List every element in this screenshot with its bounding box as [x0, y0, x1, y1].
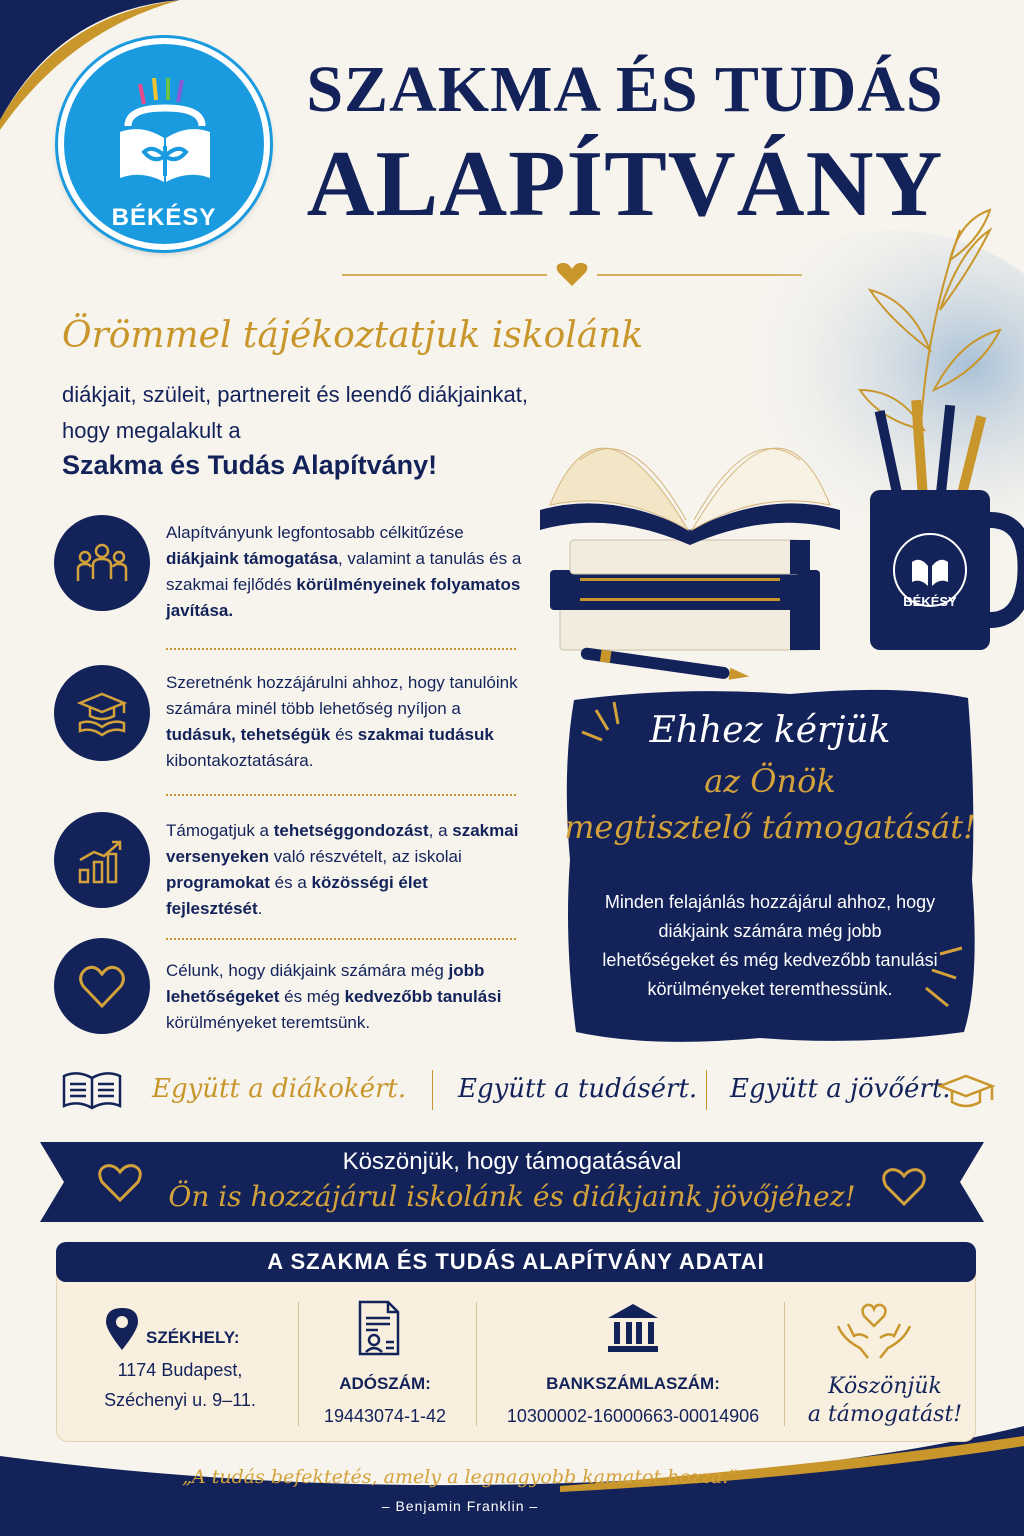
mug-logo-text: BÉKÉSY	[903, 594, 957, 609]
appeal-line3: megtisztelő támogatását!	[564, 808, 976, 846]
slogan-3: Együtt a jövőért.	[730, 1074, 951, 1104]
slogan-row	[60, 1066, 1000, 1116]
pen	[580, 647, 750, 683]
intro-script: Örömmel tájékoztatjuk iskolánk	[62, 315, 644, 356]
open-book-icon	[60, 1068, 124, 1112]
intro-bold: Szakma és Tudás Alapítvány!	[62, 450, 438, 480]
slogan-2: Együtt a tudásért.	[458, 1074, 698, 1104]
feature-icon-circle	[54, 515, 150, 611]
open-book-logo-icon	[110, 78, 220, 198]
tax-label: ADÓSZÁM:	[339, 1374, 431, 1393]
bekesy-logo	[58, 38, 270, 250]
people-icon	[72, 533, 132, 593]
feature-divider	[166, 648, 516, 650]
appeal-line1: Ehhez kérjük	[649, 710, 891, 751]
tax-value: 19443074-1-42	[323, 1406, 447, 1426]
hands-heart-icon	[834, 1296, 914, 1360]
feature-text-3: Támogatjuk a tehetséggondozást, a szakmai versenyeken való részvételt, az iskolai programokat és a közösségi élet fejlesztését.	[166, 821, 519, 918]
quote-author: – Benjamin Franklin –	[381, 1498, 539, 1514]
feature-icon-circle	[54, 812, 150, 908]
column-divider	[476, 1302, 477, 1426]
tax-document-icon	[356, 1300, 402, 1356]
thanks-line2: Ön is hozzájárul iskolánk és diákjaink jövőjéhez!	[168, 1180, 856, 1213]
intro-text	[62, 377, 642, 449]
slogan-divider	[432, 1070, 433, 1110]
location-pin-icon	[104, 1306, 140, 1352]
heart-outline-icon	[912, 1470, 968, 1522]
books-mug-illustration	[520, 200, 1024, 700]
mug	[870, 490, 990, 650]
page-title-line2: ALAPÍTVÁNY	[306, 132, 944, 236]
growth-chart-icon	[72, 830, 132, 890]
seat-label: SZÉKHELY:	[146, 1328, 240, 1347]
intro-line2: hogy megalakult a	[62, 418, 241, 443]
feature-divider	[166, 938, 516, 940]
foundation-data-header: A SZAKMA ÉS TUDÁS ALAPÍTVÁNY ADATAI	[56, 1242, 976, 1282]
column-divider	[784, 1302, 785, 1426]
thanks-line1: Köszönjük, hogy támogatásával	[342, 1148, 682, 1175]
bank-icon	[606, 1302, 660, 1354]
seat-line2: Széchenyi u. 9–11.	[104, 1390, 256, 1410]
seat-line1: 1174 Budapest,	[117, 1360, 243, 1380]
feature-text-4: Célunk, hogy diákjaink számára még jobb lehetőségeket és még kedvezőbb tanulási körülményeket teremtsünk.	[166, 961, 502, 1032]
heart-icon	[74, 958, 130, 1014]
intro-line1: diákjait, szüleit, partnereit és leendő diákjainkat,	[62, 382, 528, 407]
appeal-body: Minden felajánlás hozzájárul ahhoz, hogy diákjaink számára még jobb lehetőségeket és még kedvezőbb tanulási körülményeket teremthessünk.	[602, 892, 938, 999]
slogan-1: Együtt a diákokért.	[152, 1074, 407, 1104]
bank-label: BANKSZÁMLASZÁM:	[546, 1374, 720, 1393]
graduation-book-icon	[72, 683, 132, 743]
feature-divider	[166, 794, 516, 796]
graduation-cap-icon	[936, 1070, 996, 1114]
page-title-line1: SZAKMA ÉS TUDÁS	[306, 53, 944, 126]
quote-text: „A tudás befektetés, amely a legnagyobb kamatot hozza.”	[182, 1466, 738, 1488]
data-thanks-line1: Köszönjük	[828, 1374, 942, 1399]
appeal-line2: az Önök	[704, 762, 836, 800]
feature-icon-circle	[54, 665, 150, 761]
feature-text-2: Szeretnénk hozzájárulni ahhoz, hogy tanulóink számára minél több lehetőség nyíljon a tudásuk, tehetségük és szakmai tudásuk kibontakoztatására.	[166, 673, 518, 770]
bank-value: 10300002-16000663-00014906	[506, 1406, 760, 1426]
logo-text: BÉKÉSY	[111, 204, 217, 231]
column-divider	[298, 1302, 299, 1426]
feature-icon-circle	[54, 938, 150, 1034]
slogan-divider	[706, 1070, 707, 1110]
feature-text-1: Alapítványunk legfontosabb célkitűzése diákjaink támogatása, valamint a tanulás és a szakmai fejlődés körülményeinek folyamatos javítása.	[166, 523, 522, 620]
data-thanks-line2: a támogatást!	[807, 1402, 963, 1427]
